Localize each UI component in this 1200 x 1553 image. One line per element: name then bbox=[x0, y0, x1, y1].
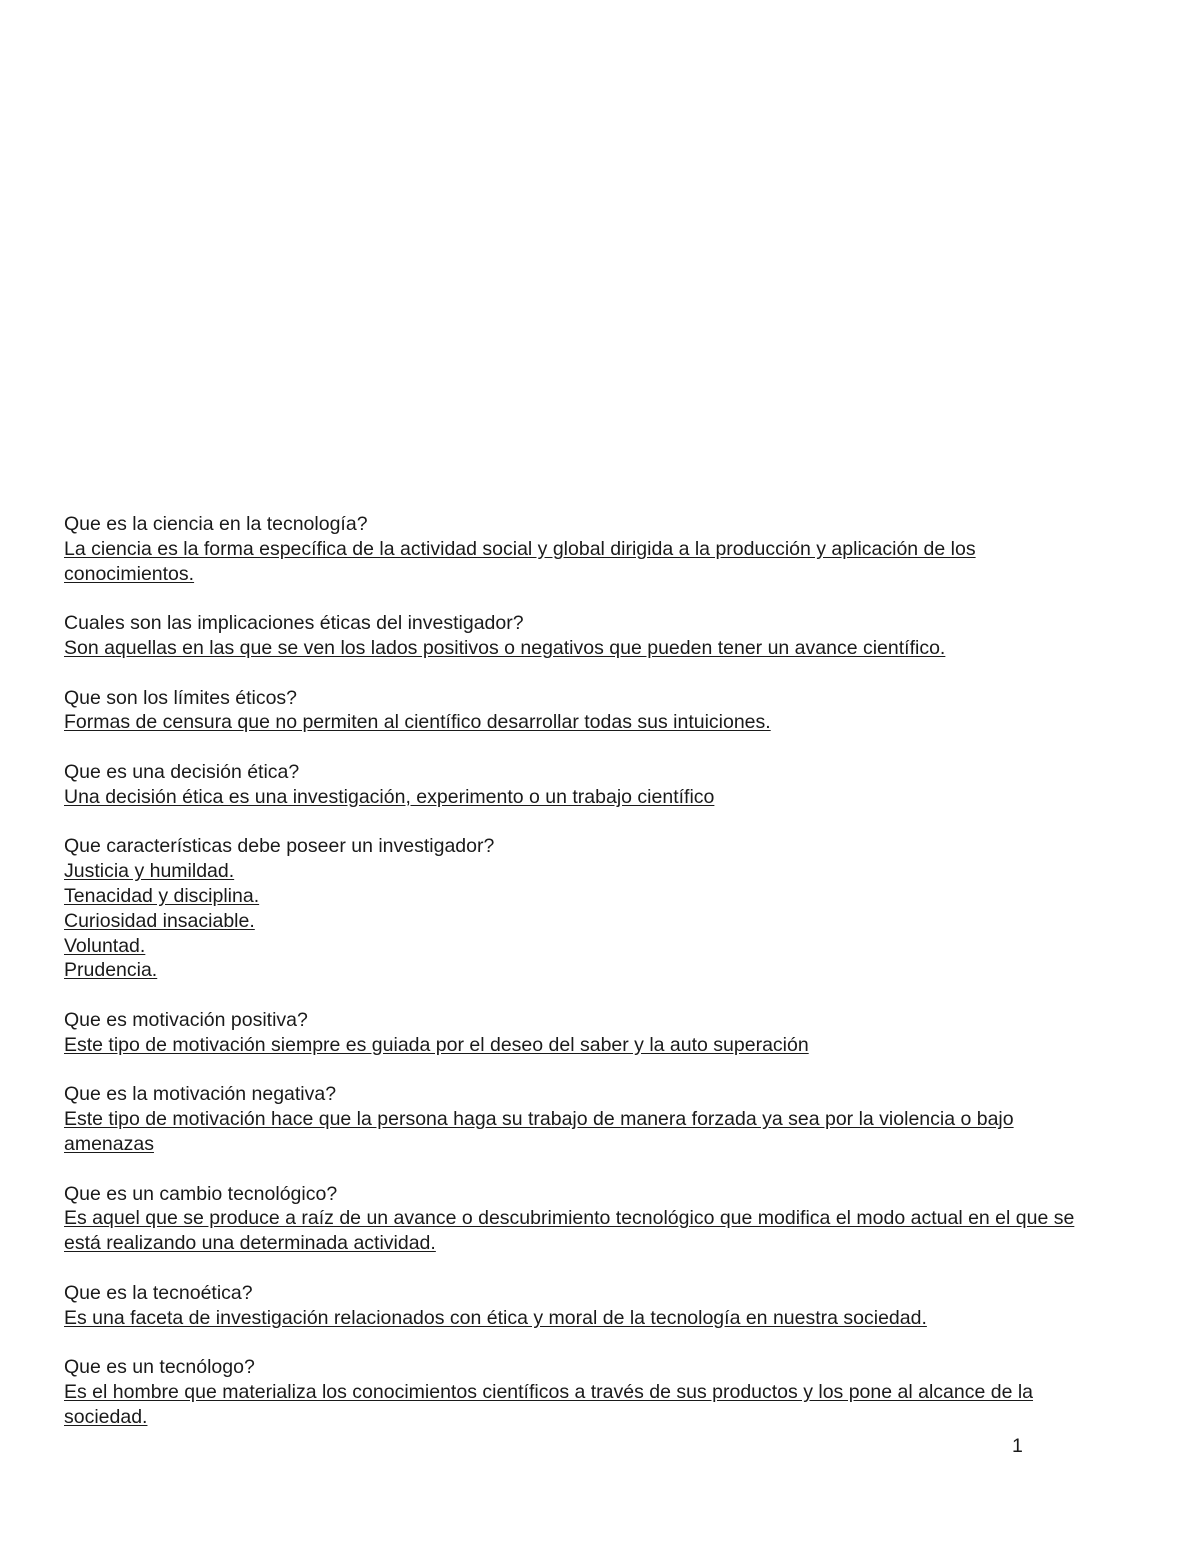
qa-block bbox=[64, 611, 1094, 661]
qa-block bbox=[64, 760, 1094, 810]
page-number: 1 bbox=[1012, 1435, 1023, 1457]
question: Que es motivación positiva? bbox=[64, 1008, 308, 1031]
question: Que características debe poseer un investigador? bbox=[64, 835, 495, 858]
qa-block bbox=[64, 1281, 1094, 1331]
question: Que es la ciencia en la tecnología? bbox=[64, 513, 368, 535]
question: Que son los límites éticos? bbox=[64, 686, 298, 709]
answer: Es el hombre que materializa los conocimientos científicos a través de sus productos y los pone al alcance de la sociedad. bbox=[64, 1380, 1034, 1428]
qa-list bbox=[64, 512, 1094, 1429]
question: Que es la tecnoética? bbox=[64, 1281, 253, 1304]
question: Que es la motivación negativa? bbox=[64, 1083, 337, 1106]
list-item: Prudencia. bbox=[64, 959, 158, 982]
qa-block bbox=[64, 512, 1094, 586]
list-item: Tenacidad y disciplina. bbox=[64, 884, 260, 907]
answer: Son aquellas en las que se ven los lados positivos o negativos que pueden tener un avance científico. bbox=[64, 636, 946, 659]
qa-block bbox=[64, 834, 1094, 983]
answer: Este tipo de motivación siempre es guiada por el deseo del saber y la auto superación bbox=[64, 1033, 809, 1056]
list-item: Justicia y humildad. bbox=[64, 860, 235, 883]
question: Que es un cambio tecnológico? bbox=[64, 1182, 338, 1205]
qa-block bbox=[64, 1008, 1094, 1058]
list-item: Voluntad. bbox=[64, 934, 146, 957]
qa-block bbox=[64, 686, 1094, 736]
question: Cuales son las implicaciones éticas del investigador? bbox=[64, 612, 524, 635]
answer: La ciencia es la forma específica de la actividad social y global dirigida a la producción y aplicación de los conocimientos. bbox=[64, 537, 976, 585]
answer: Es aquel que se produce a raíz de un avance o descubrimiento tecnológico que modifica el modo actual en el que se está realizando una determinada actividad. bbox=[64, 1207, 1075, 1255]
answer: Formas de censura que no permiten al científico desarrollar todas sus intuiciones. bbox=[64, 711, 771, 734]
answer-list bbox=[64, 859, 1094, 983]
question: Que es una decisión ética? bbox=[64, 760, 300, 783]
answer: Una decisión ética es una investigación, experimento o un trabajo científico bbox=[64, 785, 715, 808]
qa-block bbox=[64, 1182, 1094, 1256]
answer: Este tipo de motivación hace que la persona haga su trabajo de manera forzada ya sea por la violencia o bajo amenazas bbox=[64, 1108, 1014, 1155]
qa-block bbox=[64, 1082, 1094, 1156]
question: Que es un tecnólogo? bbox=[64, 1356, 255, 1379]
qa-block bbox=[64, 1355, 1094, 1429]
list-item: Curiosidad insaciable. bbox=[64, 909, 255, 932]
answer: Es una faceta de investigación relacionados con ética y moral de la tecnología en nuestra sociedad. bbox=[64, 1306, 927, 1329]
